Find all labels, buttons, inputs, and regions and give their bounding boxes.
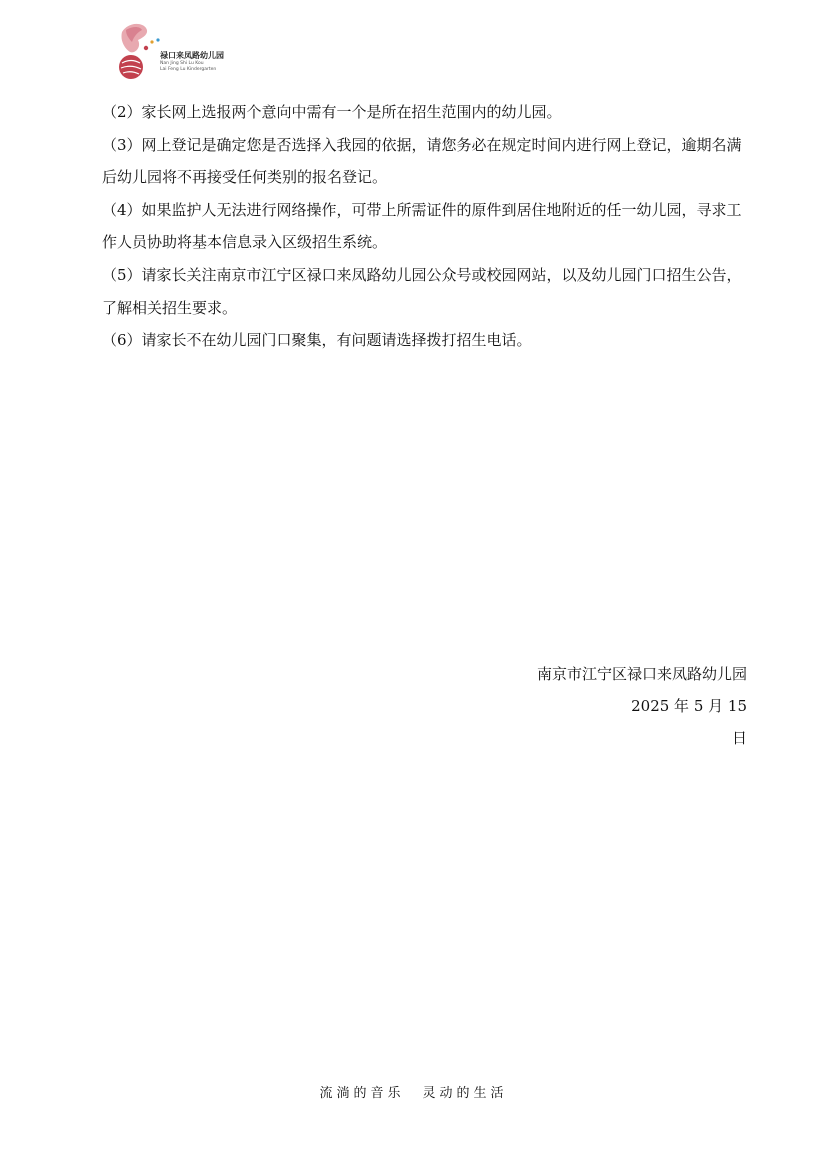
paragraph-3: （3）网上登记是确定您是否选择入我园的依据，请您务必在规定时间内进行网上登记，逾期名满后幼儿园将不再接受任何类别的报名登记。 [102, 135, 742, 187]
logo-emblem-icon [112, 18, 162, 82]
page-footer [0, 1082, 827, 1101]
notice-body [102, 96, 752, 357]
paragraph-2: （2）家长网上选报两个意向中需有一个是所在招生范围内的幼儿园。 [102, 103, 562, 121]
logo-name-cn: 禄口来凤路幼儿园 [160, 51, 224, 60]
footer-slogan-right: 灵动的生活 [422, 1086, 508, 1101]
kindergarten-logo [112, 18, 252, 82]
signature-block [487, 658, 747, 754]
logo-name-en-line1: Nan Jing Shi Lu Kou [160, 61, 204, 66]
signature-org: 南京市江宁区禄口来凤路幼儿园 [536, 665, 747, 683]
signature-date: 2025 年 5 月 15 [631, 697, 747, 715]
footer-slogan-left: 流淌的音乐 [319, 1086, 405, 1101]
paragraph-5: （5）请家长关注南京市江宁区禄口来凤路幼儿园公众号或校园网站，以及幼儿园门口招生公告，了解相关招生要求。 [102, 265, 742, 317]
logo-name-en-line2: Lai Feng Lu Kindergarten [160, 67, 217, 72]
paragraph-4: （4）如果监护人无法进行网络操作，可带上所需证件的原件到居住地附近的任一幼儿园，寻求工作人员协助将基本信息录入区级招生系统。 [102, 200, 742, 252]
signature-date-day: 日 [731, 729, 747, 747]
paragraph-6: （6）请家长不在幼儿园门口聚集，有问题请选择拨打招生电话。 [102, 331, 532, 350]
